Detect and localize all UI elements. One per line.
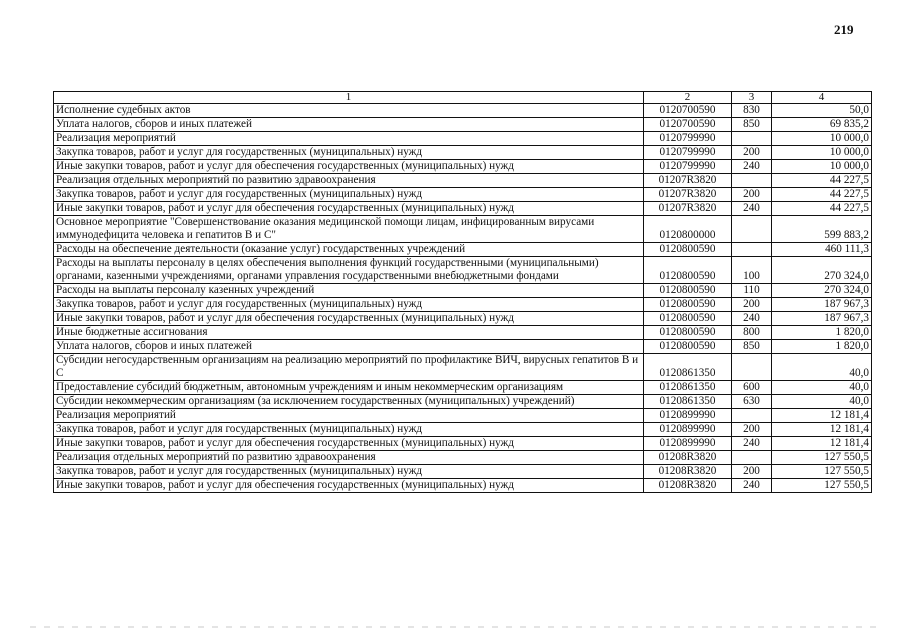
row-amount-cell: 12 181,4 bbox=[772, 409, 872, 423]
row-type-cell bbox=[732, 216, 772, 243]
row-amount-cell: 40,0 bbox=[772, 354, 872, 381]
row-amount-cell: 44 227,5 bbox=[772, 188, 872, 202]
row-code-cell: 0120899990 bbox=[644, 423, 732, 437]
table-row bbox=[54, 284, 872, 298]
row-code-cell: 0120799990 bbox=[644, 132, 732, 146]
row-name-cell: Реализация мероприятий bbox=[54, 409, 644, 423]
row-code-cell: 01207R3820 bbox=[644, 188, 732, 202]
table-row bbox=[54, 423, 872, 437]
row-name-cell: Закупка товаров, работ и услуг для государственных (муниципальных) нужд bbox=[54, 146, 644, 160]
row-name-cell: Субсидии некоммерческим организациям (за исключением государственных (муниципальных) учреждений) bbox=[54, 395, 644, 409]
row-amount-cell: 270 324,0 bbox=[772, 284, 872, 298]
row-amount-cell: 187 967,3 bbox=[772, 298, 872, 312]
row-code-cell: 01208R3820 bbox=[644, 479, 732, 493]
row-type-cell bbox=[732, 409, 772, 423]
row-amount-cell: 44 227,5 bbox=[772, 174, 872, 188]
table-row bbox=[54, 216, 872, 243]
row-type-cell bbox=[732, 354, 772, 381]
row-name-cell: Расходы на выплаты персоналу казенных учреждений bbox=[54, 284, 644, 298]
row-type-cell: 830 bbox=[732, 104, 772, 118]
row-code-cell: 01208R3820 bbox=[644, 465, 732, 479]
row-code-cell: 0120799990 bbox=[644, 146, 732, 160]
table-row bbox=[54, 174, 872, 188]
row-amount-cell: 187 967,3 bbox=[772, 312, 872, 326]
row-code-cell: 0120800590 bbox=[644, 257, 732, 284]
row-name-cell: Расходы на обеспечение деятельности (оказание услуг) государственных учреждений bbox=[54, 243, 644, 257]
table-header-row bbox=[54, 92, 872, 104]
column-header-4: 4 bbox=[772, 92, 872, 104]
row-name-cell: Реализация отдельных мероприятий по развитию здравоохранения bbox=[54, 451, 644, 465]
row-name-cell: Предоставление субсидий бюджетным, автономным учреждениям и иным некоммерческим организациям bbox=[54, 381, 644, 395]
row-type-cell bbox=[732, 132, 772, 146]
table-row bbox=[54, 479, 872, 493]
page-number: 219 bbox=[834, 22, 854, 37]
row-type-cell: 240 bbox=[732, 202, 772, 216]
row-amount-cell: 460 111,3 bbox=[772, 243, 872, 257]
table-row bbox=[54, 298, 872, 312]
row-type-cell: 200 bbox=[732, 465, 772, 479]
row-amount-cell: 12 181,4 bbox=[772, 437, 872, 451]
row-type-cell: 110 bbox=[732, 284, 772, 298]
row-type-cell: 200 bbox=[732, 423, 772, 437]
row-type-cell: 200 bbox=[732, 188, 772, 202]
row-type-cell: 850 bbox=[732, 118, 772, 132]
row-code-cell: 0120800590 bbox=[644, 326, 732, 340]
row-type-cell: 240 bbox=[732, 160, 772, 174]
row-amount-cell: 127 550,5 bbox=[772, 451, 872, 465]
row-type-cell: 800 bbox=[732, 326, 772, 340]
row-code-cell: 0120700590 bbox=[644, 104, 732, 118]
budget-table bbox=[53, 91, 872, 493]
table-row bbox=[54, 451, 872, 465]
row-code-cell: 0120800000 bbox=[644, 216, 732, 243]
row-code-cell: 0120861350 bbox=[644, 381, 732, 395]
row-name-cell: Иные закупки товаров, работ и услуг для обеспечения государственных (муниципальных) нужд bbox=[54, 479, 644, 493]
table-row bbox=[54, 395, 872, 409]
row-type-cell: 850 bbox=[732, 340, 772, 354]
row-code-cell: 01207R3820 bbox=[644, 202, 732, 216]
row-code-cell: 0120861350 bbox=[644, 395, 732, 409]
table-row bbox=[54, 257, 872, 284]
column-header-2: 2 bbox=[644, 92, 732, 104]
row-code-cell: 01208R3820 bbox=[644, 451, 732, 465]
row-name-cell: Иные закупки товаров, работ и услуг для обеспечения государственных (муниципальных) нужд bbox=[54, 312, 644, 326]
row-name-cell: Основное мероприятие "Совершенствование оказания медицинской помощи лицам, инфицированным вирусами иммунодефицита человека и гепатитов В и С" bbox=[54, 216, 644, 243]
column-header-1: 1 bbox=[54, 92, 644, 104]
table-row bbox=[54, 340, 872, 354]
column-header-3: 3 bbox=[732, 92, 772, 104]
table-row bbox=[54, 160, 872, 174]
row-name-cell: Иные закупки товаров, работ и услуг для обеспечения государственных (муниципальных) нужд bbox=[54, 160, 644, 174]
table-row bbox=[54, 312, 872, 326]
row-code-cell: 01207R3820 bbox=[644, 174, 732, 188]
row-code-cell: 0120700590 bbox=[644, 118, 732, 132]
table-row bbox=[54, 381, 872, 395]
row-name-cell: Иные закупки товаров, работ и услуг для обеспечения государственных (муниципальных) нужд bbox=[54, 437, 644, 451]
row-code-cell: 0120800590 bbox=[644, 284, 732, 298]
row-amount-cell: 40,0 bbox=[772, 381, 872, 395]
row-type-cell bbox=[732, 451, 772, 465]
row-code-cell: 0120899990 bbox=[644, 409, 732, 423]
row-code-cell: 0120799990 bbox=[644, 160, 732, 174]
row-name-cell: Субсидии негосударственным организациям на реализацию мероприятий по профилактике ВИЧ, вирусных гепатитов В и С bbox=[54, 354, 644, 381]
row-amount-cell: 44 227,5 bbox=[772, 202, 872, 216]
row-type-cell: 600 bbox=[732, 381, 772, 395]
row-amount-cell: 1 820,0 bbox=[772, 340, 872, 354]
table-row bbox=[54, 132, 872, 146]
row-name-cell: Иные бюджетные ассигнования bbox=[54, 326, 644, 340]
row-amount-cell: 12 181,4 bbox=[772, 423, 872, 437]
row-amount-cell: 10 000,0 bbox=[772, 132, 872, 146]
table-row bbox=[54, 202, 872, 216]
row-type-cell bbox=[732, 174, 772, 188]
row-amount-cell: 599 883,2 bbox=[772, 216, 872, 243]
row-name-cell: Уплата налогов, сборов и иных платежей bbox=[54, 340, 644, 354]
row-amount-cell: 127 550,5 bbox=[772, 465, 872, 479]
table-row bbox=[54, 243, 872, 257]
row-amount-cell: 10 000,0 bbox=[772, 160, 872, 174]
row-code-cell: 0120800590 bbox=[644, 243, 732, 257]
table-row bbox=[54, 118, 872, 132]
row-name-cell: Закупка товаров, работ и услуг для государственных (муниципальных) нужд bbox=[54, 298, 644, 312]
row-name-cell: Закупка товаров, работ и услуг для государственных (муниципальных) нужд bbox=[54, 465, 644, 479]
row-code-cell: 0120800590 bbox=[644, 298, 732, 312]
row-type-cell: 240 bbox=[732, 312, 772, 326]
row-name-cell: Закупка товаров, работ и услуг для государственных (муниципальных) нужд bbox=[54, 188, 644, 202]
table-row bbox=[54, 465, 872, 479]
row-amount-cell: 10 000,0 bbox=[772, 146, 872, 160]
row-amount-cell: 1 820,0 bbox=[772, 326, 872, 340]
row-name-cell: Реализация отдельных мероприятий по развитию здравоохранения bbox=[54, 174, 644, 188]
row-code-cell: 0120800590 bbox=[644, 340, 732, 354]
row-name-cell: Уплата налогов, сборов и иных платежей bbox=[54, 118, 644, 132]
row-name-cell: Закупка товаров, работ и услуг для государственных (муниципальных) нужд bbox=[54, 423, 644, 437]
row-name-cell: Иные закупки товаров, работ и услуг для обеспечения государственных (муниципальных) нужд bbox=[54, 202, 644, 216]
row-amount-cell: 40,0 bbox=[772, 395, 872, 409]
table-row bbox=[54, 146, 872, 160]
row-name-cell: Расходы на выплаты персоналу в целях обеспечения выполнения функций государственными (муниципальными) органами, казенными учреждениями, органами управления государственными внебюджетными фондами bbox=[54, 257, 644, 284]
row-amount-cell: 50,0 bbox=[772, 104, 872, 118]
row-type-cell bbox=[732, 243, 772, 257]
row-amount-cell: 69 835,2 bbox=[772, 118, 872, 132]
row-code-cell: 0120800590 bbox=[644, 312, 732, 326]
scan-artifact-line bbox=[30, 626, 880, 628]
table-row bbox=[54, 326, 872, 340]
table-row bbox=[54, 409, 872, 423]
row-type-cell: 200 bbox=[732, 146, 772, 160]
table-row bbox=[54, 354, 872, 381]
row-type-cell: 630 bbox=[732, 395, 772, 409]
row-type-cell: 200 bbox=[732, 298, 772, 312]
row-name-cell: Реализация мероприятий bbox=[54, 132, 644, 146]
row-amount-cell: 127 550,5 bbox=[772, 479, 872, 493]
row-code-cell: 0120861350 bbox=[644, 354, 732, 381]
row-code-cell: 0120899990 bbox=[644, 437, 732, 451]
table-body bbox=[54, 104, 872, 493]
table-row bbox=[54, 437, 872, 451]
row-name-cell: Исполнение судебных актов bbox=[54, 104, 644, 118]
table-row bbox=[54, 104, 872, 118]
row-amount-cell: 270 324,0 bbox=[772, 257, 872, 284]
row-type-cell: 100 bbox=[732, 257, 772, 284]
row-type-cell: 240 bbox=[732, 479, 772, 493]
row-type-cell: 240 bbox=[732, 437, 772, 451]
table-row bbox=[54, 188, 872, 202]
